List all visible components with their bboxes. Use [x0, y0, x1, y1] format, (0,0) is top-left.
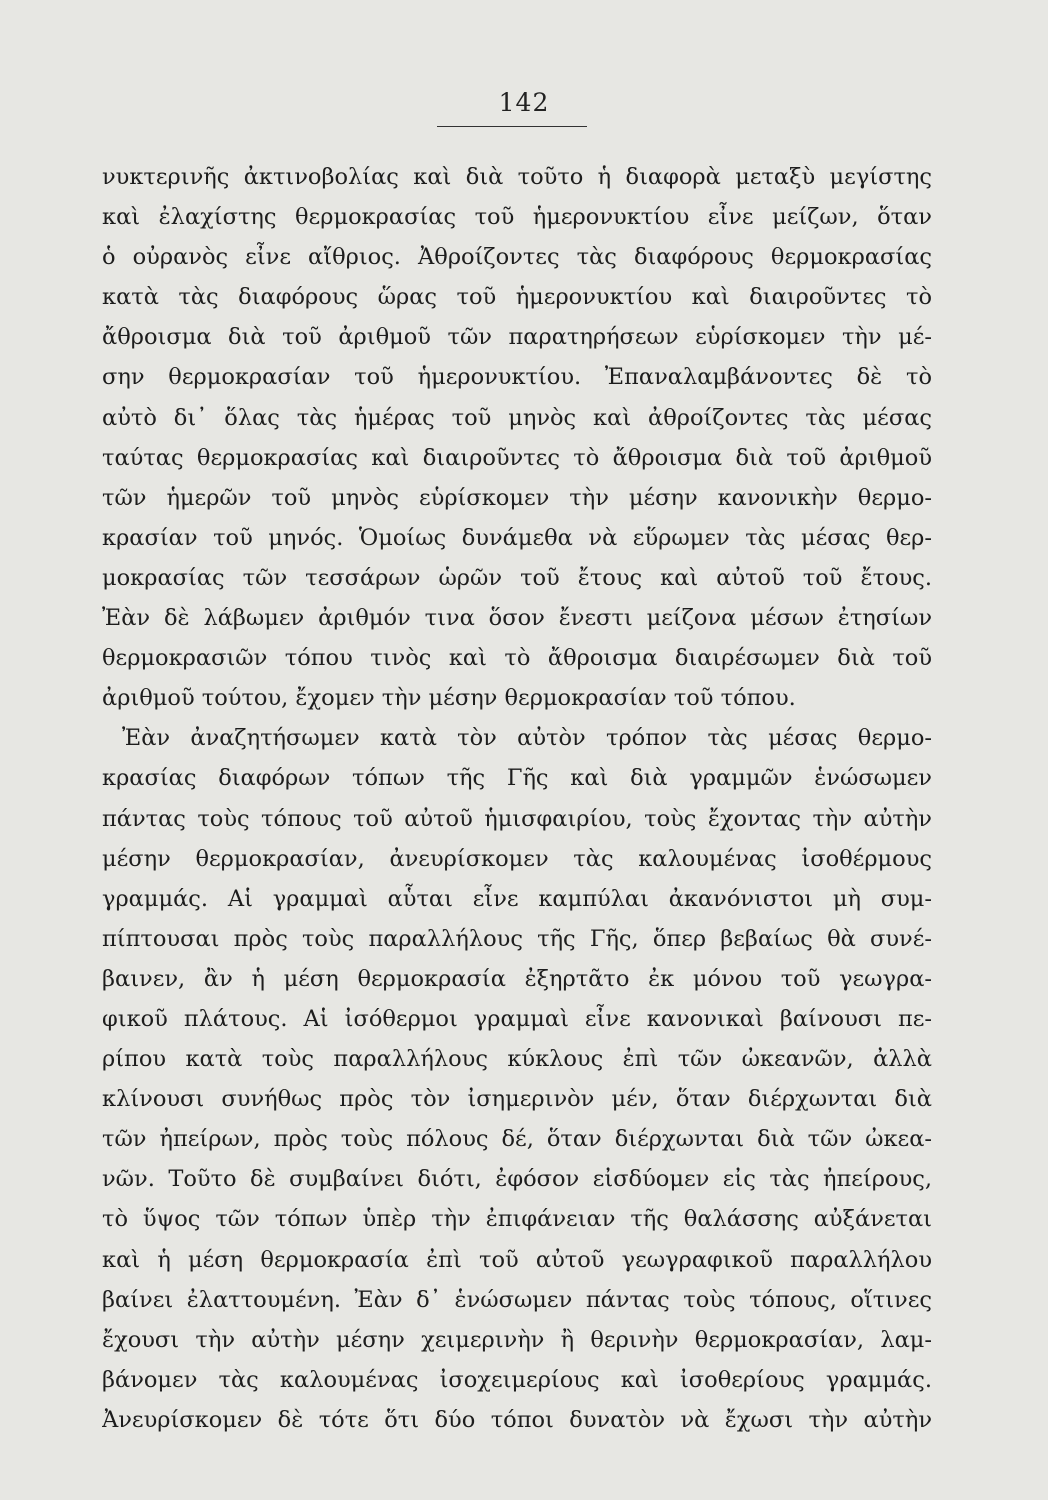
text-line: ἄθροισμα διὰ τοῦ ἀριθμοῦ τῶν παρατηρήσεων εὑρίσκομεν τὴν μέ- [102, 324, 932, 351]
text-line: φικοῦ πλάτους. Αἱ ἰσόθερμοι γραμμαὶ εἶνε κανονικαὶ βαίνουσι πε- [102, 1005, 932, 1032]
text-line: μοκρασίας τῶν τεσσάρων ὡρῶν τοῦ ἔτους καὶ αὐτοῦ τοῦ ἔτους. [102, 564, 932, 591]
text-line: βάνομεν τὰς καλουμένας ἰσοχειμερίους καὶ ἰσοθερίους γραμμάς. [102, 1366, 932, 1393]
text-line: γραμμάς. Αἱ γραμμαὶ αὗται εἶνε καμπύλαι ἀκανόνιστοι μὴ συμ- [102, 885, 932, 912]
text-line: θερμοκρασιῶν τόπου τινὸς καὶ τὸ ἄθροισμα διαιρέσωμεν διὰ τοῦ [102, 645, 932, 672]
text-line: κρασίας διαφόρων τόπων τῆς Γῆς καὶ διὰ γραμμῶν ἑνώσωμεν [102, 765, 932, 792]
text-line: κατὰ τὰς διαφόρους ὥρας τοῦ ἡμερονυκτίου καὶ διαιροῦντες τὸ [102, 284, 932, 311]
text-line: τὸ ὕψος τῶν τόπων ὑπὲρ τὴν ἐπιφάνειαν τῆς θαλάσσης αὐξάνεται [102, 1206, 932, 1233]
page-number: 142 [498, 88, 550, 117]
text-line: καὶ ἐλαχίστης θερμοκρασίας τοῦ ἡμερονυκτίου εἶνε μείζων, ὅταν [102, 204, 932, 231]
body-text [102, 157, 932, 1440]
text-line: ἔχουσι τὴν αὐτὴν μέσην χειμερινὴν ἢ θερινὴν θερμοκρασίαν, λαμ- [102, 1326, 932, 1353]
text-line: πίπτουσαι πρὸς τοὺς παραλλήλους τῆς Γῆς, ὅπερ βεβαίως θὰ συνέ- [102, 925, 932, 952]
text-line: ταύτας θερμοκρασίας καὶ διαιροῦντες τὸ ἄθροισμα διὰ τοῦ ἀριθμοῦ [102, 444, 932, 471]
text-line: καὶ ἡ μέση θερμοκρασία ἐπὶ τοῦ αὐτοῦ γεωγραφικοῦ παραλλήλου [102, 1246, 932, 1273]
header-rule [437, 126, 587, 127]
text-line: βαινεν, ἂν ἡ μέση θερμοκρασία ἐξηρτᾶτο ἐκ μόνου τοῦ γεωγρα- [102, 965, 932, 992]
text-line: ὁ οὐρανὸς εἶνε αἴθριος. Ἀθροίζοντες τὰς διαφόρους θερμοκρασίας [102, 244, 932, 271]
text-line: τῶν ἡμερῶν τοῦ μηνὸς εὑρίσκομεν τὴν μέσην κανονικὴν θερμο- [102, 484, 932, 511]
text-line: τῶν ἠπείρων, πρὸς τοὺς πόλους δέ, ὅταν διέρχωνται διὰ τῶν ὠκεα- [102, 1126, 932, 1153]
text-line: νυκτερινῆς ἀκτινοβολίας καὶ διὰ τοῦτο ἡ διαφορὰ μεταξὺ μεγίστης [102, 164, 932, 190]
text-line: ἀριθμοῦ τούτου, ἔχομεν τὴν μέσην θερμοκρασίαν τοῦ τόπου. [102, 685, 796, 712]
text-line: ρίπου κατὰ τοὺς παραλλήλους κύκλους ἐπὶ τῶν ὠκεανῶν, ἀλλὰ [102, 1046, 932, 1073]
text-line: πάντας τοὺς τόπους τοῦ αὐτοῦ ἡμισφαιρίου, τοὺς ἔχοντας τὴν αὐτὴν [102, 805, 932, 832]
text-line: κρασίαν τοῦ μηνός. Ὁμοίως δυνάμεθα νὰ εὕρωμεν τὰς μέσας θερ- [102, 524, 932, 551]
text-line: Ἐὰν δὲ λάβωμεν ἀριθμόν τινα ὅσον ἔνεστι μείζονα μέσων ἐτησίων [102, 605, 932, 632]
text-line: μέσην θερμοκρασίαν, ἀνευρίσκομεν τὰς καλουμένας ἰσοθέρμους [102, 845, 932, 872]
text-line: αὐτὸ δι᾽ ὅλας τὰς ἡμέρας τοῦ μηνὸς καὶ ἀθροίζοντες τὰς μέσας [102, 404, 932, 431]
text-line: νῶν. Τοῦτο δὲ συμβαίνει διότι, ἐφόσον εἰσδύομεν εἰς τὰς ἠπείρους, [102, 1166, 932, 1193]
text-line: κλίνουσι συνήθως πρὸς τὸν ἰσημερινὸν μέν, ὅταν διέρχωνται διὰ [102, 1086, 932, 1113]
text-line: σην θερμοκρασίαν τοῦ ἡμερονυκτίου. Ἐπαναλαμβάνοντες δὲ τὸ [102, 364, 932, 391]
text-line: βαίνει ἐλαττουμένη. Ἐὰν δ᾽ ἑνώσωμεν πάντας τοὺς τόπους, οἵτινες [102, 1286, 932, 1313]
text-line: Ἀνευρίσκομεν δὲ τότε ὅτι δύο τόποι δυνατὸν νὰ ἔχωσι τὴν αὐτὴν [102, 1406, 932, 1433]
text-line: Ἐὰν ἀναζητήσωμεν κατὰ τὸν αὐτὸν τρόπον τὰς μέσας θερμο- [122, 725, 932, 752]
